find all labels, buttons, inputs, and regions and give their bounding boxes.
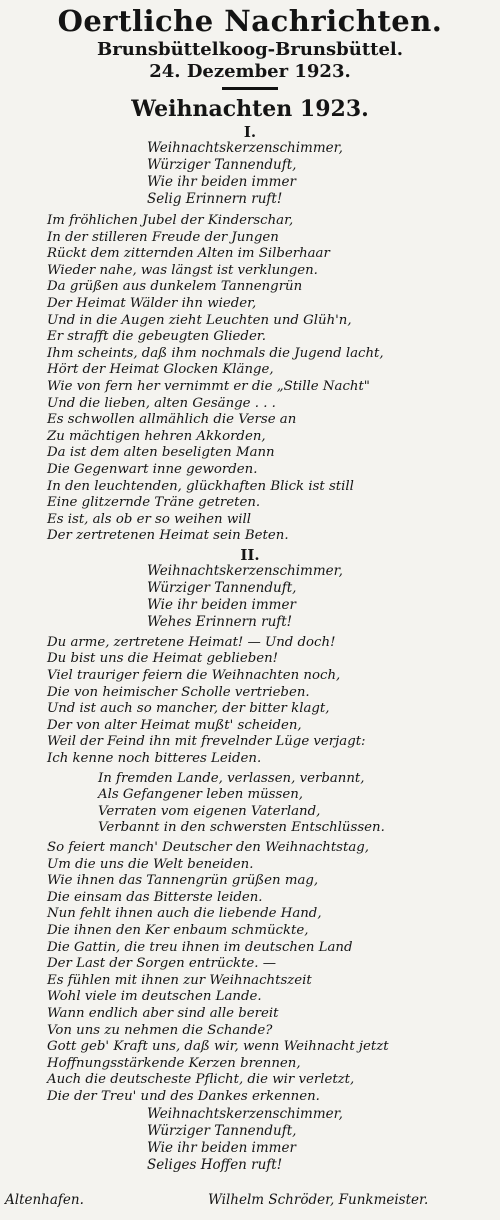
poem-line: Es fühlen mit ihnen zur Weihnachtszeit bbox=[47, 972, 312, 988]
poem-line: Wohl viele im deutschen Lande. bbox=[47, 989, 262, 1005]
stanza-part-two-b bbox=[47, 840, 487, 1106]
refrain-line: Weihnachtskerzenschimmer, bbox=[147, 562, 343, 579]
poem-line: Auch die deutscheste Pflicht, die wir verletzt, bbox=[47, 1072, 355, 1088]
poem-line: Um die uns die Welt beneiden. bbox=[47, 856, 254, 872]
poem-line: Gott geb' Kraft uns, daß wir, wenn Weihnacht jetzt bbox=[47, 1039, 389, 1055]
poem-line: Die Gattin, die treu ihnen im deutschen Land bbox=[47, 939, 353, 955]
poem-line: Der von alter Heimat mußt' scheiden, bbox=[47, 717, 302, 733]
refrain-line: Würziger Tannenduft, bbox=[147, 157, 297, 173]
date-heading: 24. Dezember 1923. bbox=[149, 61, 351, 82]
poem-line: Der Last der Sorgen entrückte. — bbox=[47, 956, 277, 972]
poem-line: Ich kenne noch bitteres Leiden. bbox=[47, 751, 262, 767]
poem-line: Und in die Augen zieht Leuchten und Glüh'n, bbox=[47, 312, 352, 328]
refrain-line: Wie ihr beiden immer bbox=[147, 174, 296, 190]
footer-place: Altenhafen. bbox=[5, 1192, 84, 1208]
poem-line: Der Heimat Wälder ihn wieder, bbox=[47, 295, 257, 311]
poem-line: Von uns zu nehmen die Schande? bbox=[47, 1022, 273, 1038]
poem-line: Im fröhlichen Jubel der Kinderschar, bbox=[47, 213, 294, 228]
poem-line: Weil der Feind ihn mit frevelnder Lüge verjagt: bbox=[47, 734, 366, 750]
poem-line: Wie von fern her vernimmt er die „Stille Nacht" bbox=[47, 378, 370, 394]
refrain-line: Wehes Erinnern ruft! bbox=[147, 613, 293, 630]
refrain-line: Weihnachtskerzenschimmer, bbox=[147, 1105, 343, 1122]
poem-line: Rückt dem zitternden Alten im Silberhaar bbox=[47, 246, 330, 262]
refrain-line: Würziger Tannenduft, bbox=[147, 1122, 297, 1139]
poem-line: Die einsam das Bitterste leiden. bbox=[47, 889, 263, 905]
part-one-numeral: I. bbox=[243, 123, 257, 141]
stanza-part-two-a bbox=[47, 635, 487, 768]
refrain-line: Wie ihr beiden immer bbox=[147, 1139, 296, 1156]
refrain-line: Selig Erinnern ruft! bbox=[147, 191, 283, 207]
indented-stanza bbox=[98, 771, 458, 837]
stanza-part-one bbox=[47, 213, 487, 545]
poem-line: Er strafft die gebeugten Glieder. bbox=[47, 329, 266, 345]
section-heading: Oertliche Nachrichten. bbox=[57, 4, 443, 38]
poem-line: Hoffnungsstärkende Kerzen brennen, bbox=[47, 1055, 301, 1071]
refrain-closing bbox=[147, 1106, 347, 1174]
poem-line: Viel trauriger feiern die Weihnachten noch, bbox=[47, 668, 341, 684]
refrain-line: Weihnachtskerzenschimmer, bbox=[147, 140, 343, 156]
poem-line: Die Gegenwart inne geworden. bbox=[47, 461, 258, 477]
poem-line: Verbannt in den schwersten Entschlüssen. bbox=[98, 820, 385, 836]
place-heading: Brunsbüttelkoog-Brunsbüttel. bbox=[97, 39, 403, 60]
poem-line: Wieder nahe, was längst ist verklungen. bbox=[47, 262, 318, 278]
part-two-numeral: II. bbox=[240, 545, 260, 564]
divider-rule bbox=[222, 87, 278, 90]
poem-line: In der stilleren Freude der Jungen bbox=[47, 229, 279, 245]
refrain-part-one bbox=[147, 140, 347, 208]
poem-line: In fremden Lande, verlassen, verbannt, bbox=[98, 770, 365, 786]
poem-line: Eine glitzernde Träne getreten. bbox=[47, 495, 261, 511]
refrain-line: Wie ihr beiden immer bbox=[147, 596, 296, 613]
poem-line: Die der Treu' und des Dankes erkennen. bbox=[47, 1088, 320, 1104]
poem-line: Wann endlich aber sind alle bereit bbox=[47, 1005, 279, 1021]
poem-line: Da ist dem alten beseligten Mann bbox=[47, 445, 275, 461]
poem-line: Hört der Heimat Glocken Klänge, bbox=[47, 362, 274, 378]
author-signature: Wilhelm Schröder, Funkmeister. bbox=[208, 1192, 429, 1208]
refrain-line: Seliges Hoffen ruft! bbox=[147, 1156, 283, 1173]
poem-line: Nun fehlt ihnen auch die liebende Hand, bbox=[47, 906, 322, 922]
poem-line: Da grüßen aus dunkelem Tannengrün bbox=[47, 279, 303, 295]
poem-line: Zu mächtigen hehren Akkorden, bbox=[47, 428, 266, 444]
poem-line: Ihm scheints, daß ihm nochmals die Jugend lacht, bbox=[47, 345, 384, 361]
poem-title: Weihnachten 1923. bbox=[131, 96, 369, 122]
poem-line: Die von heimischer Scholle vertrieben. bbox=[47, 684, 310, 700]
poem-line: Verraten vom eigenen Vaterland, bbox=[98, 803, 321, 819]
poem-line: In den leuchtenden, glückhaften Blick ist still bbox=[47, 478, 354, 494]
poem-line: Die ihnen den Ker enbaum schmückte, bbox=[47, 922, 309, 938]
poem-line: Wie ihnen das Tannengrün grüßen mag, bbox=[47, 873, 319, 889]
refrain-part-two bbox=[147, 563, 347, 631]
poem-line: Es ist, als ob er so weihen will bbox=[47, 511, 251, 527]
poem-line: Und die lieben, alten Gesänge . . . bbox=[47, 395, 276, 411]
poem-line: Der zertretenen Heimat sein Beten. bbox=[47, 528, 289, 544]
poem-line: Du bist uns die Heimat geblieben! bbox=[47, 651, 279, 667]
poem-line: Als Gefangener leben müssen, bbox=[98, 787, 303, 803]
poem-line: Es schwollen allmählich die Verse an bbox=[47, 412, 297, 428]
refrain-line: Würziger Tannenduft, bbox=[147, 579, 297, 596]
poem-line: Und ist auch so mancher, der bitter klagt, bbox=[47, 701, 330, 717]
poem-line: So feiert manch' Deutscher den Weihnachtstag, bbox=[47, 840, 370, 855]
poem-line: Du arme, zertretene Heimat! — Und doch! bbox=[47, 634, 336, 650]
